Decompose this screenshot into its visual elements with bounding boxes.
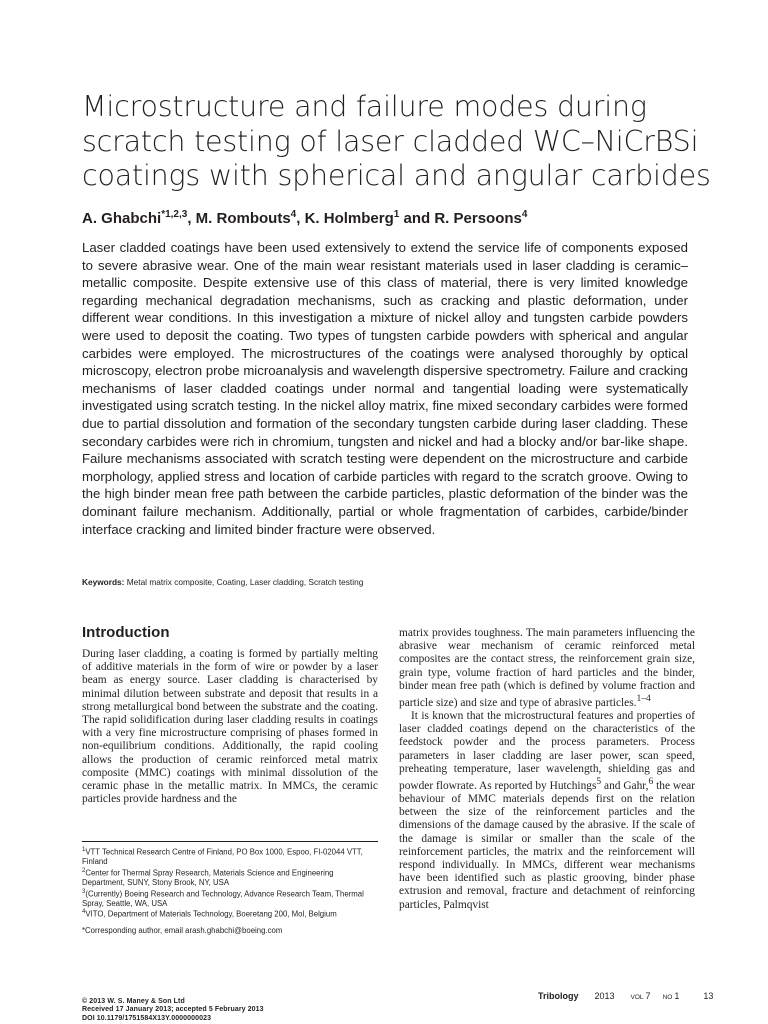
footer-publication-info bbox=[82, 998, 264, 1023]
author-affiliation-marker: 4 bbox=[521, 209, 528, 220]
volume-label: VOL bbox=[630, 994, 644, 1001]
affiliation-number: 3 bbox=[82, 888, 86, 895]
volume-number: 7 bbox=[645, 991, 651, 1001]
affiliation-number: 1 bbox=[82, 847, 86, 853]
footer-doi: DOI 10.1179/1751584X13Y.0000000023 bbox=[82, 1014, 212, 1022]
footnote-divider bbox=[82, 841, 378, 842]
author-affiliation-marker: 1 bbox=[393, 209, 400, 220]
citation-ref: 6 bbox=[648, 777, 654, 788]
corresponding-author: *Corresponding author, email arash.ghabchi@boeing.com bbox=[82, 925, 283, 935]
keywords-text: Metal matrix composite, Coating, Laser cladding, Scratch testing bbox=[126, 577, 364, 587]
author-separator: , bbox=[187, 210, 196, 227]
section-heading-introduction: Introduction bbox=[82, 624, 170, 641]
body-paragraph: During laser cladding, a coating is formed by partially melting of additive materials in the form of wire or powder by a laser beam as energy source. Laser cladding is characterised by minimal dilution between substrate and deposit that results in a strong metallurgical bond between the substrate and the coating. The rapid solidification during laser cladding results in coatings with a very fine microstructure comprising of phases formed in non-equilibrium conditions. Additionally, the rapid cooling allows the production of ceramic reinforced metal matrix composite (MMC) coatings with minimal dissolution of the ceramic phase in the metallic matrix. In MMCs, the ceramic particles provide hardness and the bbox=[82, 648, 378, 806]
author-name: A. Ghabchi bbox=[82, 210, 162, 227]
author-affiliation-marker: 4 bbox=[290, 209, 297, 220]
body-paragraph bbox=[399, 710, 695, 912]
affiliation-item bbox=[82, 908, 378, 919]
issue-label: NO bbox=[662, 994, 673, 1001]
footer-journal-info bbox=[538, 986, 734, 1004]
abstract: Laser cladded coatings have been used extensively to extend the service life of components exposed to severe abrasive wear. One of the main wear resistant materials used in laser cladding is ceramic–metallic composite. Despite extensive use of this class of material, there is very limited knowledge regarding mechanical degradation mechanisms, such as cracking and plastic deformation, under different wear conditions. In this investigation a mixture of nickel alloy and tungsten carbide powders were used to deposit the coating. Two types of tungsten carbide powders with spherical and angular carbides were employed. The microstructures of the coatings were analysed thoroughly by optical microscopy, electron probe microanalysis and wavelength dispersive spectrometry. Failure and cracking mechanisms of laser cladded coatings under normal and tangential loading were systematically investigated using scratch testing. In the nickel alloy matrix, fine mixed secondary carbides were formed due to partial dissolution and formation of the secondary tungsten carbide during laser cladding. These secondary carbides were rich in chromium, tungsten and nickel and had a blocky and/or bar-like shape. Failure mechanisms associated with scratch testing were dependent on the microstructure and carbide morphology, applied stress and location of carbide particles with regard to the scratch groove. Owing to the high binder mean free path between the carbide particles, plastic deformation of the binder was the dominant failure mechanism. Additionally, partial or whole fragmentation of carbides, carbide/binder interface cracking and limited binder fracture were observed. bbox=[82, 240, 688, 537]
affiliation-item bbox=[82, 846, 378, 867]
body-paragraph bbox=[399, 627, 695, 710]
journal-name: Tribology bbox=[538, 991, 579, 1001]
footer-received: Received 17 January 2013; accepted 5 February 2013 bbox=[82, 1006, 264, 1014]
author-separator: and bbox=[399, 210, 435, 227]
affiliation-number: 4 bbox=[82, 909, 86, 916]
author-name: K. Holmberg bbox=[304, 210, 394, 227]
keywords-label: Keywords: bbox=[82, 577, 125, 587]
keywords bbox=[82, 577, 688, 588]
affiliation-text: VTT Technical Research Centre of Finland, PO Box 1000, Espoo, FI-02044 VTT, Finland bbox=[82, 847, 363, 867]
body-column-left bbox=[82, 648, 378, 806]
author-list bbox=[82, 205, 722, 229]
paragraph-text: the wear behaviour of MMC materials depends first on the relation between the size of the reinforcement particles and the dimensions of the damage caused by the abrasive. If the scale of the damage is similar or smaller than the scale of the reinforcement particles, the matrix and the reinforcement will respond individually. In MMCs, different wear mechanisms have been identified such as plastic grooving, binder phase extrusion and removal, fracture and detachment of reinforcing particles, Palmqvist bbox=[399, 779, 696, 911]
body-column-right bbox=[399, 627, 695, 912]
author-name: M. Rombouts bbox=[195, 210, 291, 227]
page-number: 13 bbox=[703, 991, 714, 1001]
affiliation-item bbox=[82, 867, 378, 888]
paragraph-text: and Gahr, bbox=[601, 779, 649, 792]
issue-number: 1 bbox=[674, 991, 680, 1001]
author-name: R. Persoons bbox=[434, 210, 522, 227]
journal-year: 2013 bbox=[594, 991, 615, 1001]
citation-ref: 1–4 bbox=[636, 694, 651, 705]
affiliation-text: Center for Thermal Spray Research, Materials Science and Engineering Department, SUNY, Stony Brook, NY, USA bbox=[82, 868, 334, 887]
paragraph-text: It is known that the microstructural features and properties of laser cladded coatings depend on the characteristics of the feedstock powder and the process parameters. Process parameters in laser cladding are laser power, scan speed, preheating temperature, laser wavelength, shielding gas and powder flowrate. As reported by Hutchings bbox=[399, 710, 695, 792]
affiliations-block bbox=[82, 846, 378, 935]
author-affiliation-marker: *1,2,3 bbox=[161, 209, 188, 220]
footer-copyright: © 2013 W. S. Maney & Son Ltd bbox=[82, 998, 185, 1005]
paragraph-text: matrix provides toughness. The main parameters influencing the abrasive wear mechanism of ceramic reinforced metal composites are the contact stress, the reinforcement grain size, grain type, volume fraction of hard particles and the binder, binder mean free path (which is defined by volume fraction and particle size) and size and type of abrasive particles. bbox=[399, 627, 695, 709]
paper-title: Microstructure and failure modes during scratch testing of laser cladded WC–NiCrBSi coatings with spherical and angular carbides bbox=[82, 90, 711, 192]
affiliation-number: 2 bbox=[82, 867, 86, 874]
citation-ref: 5 bbox=[596, 777, 602, 788]
affiliation-text: (Currently) Boeing Research and Technology, Advance Research Team, Thermal Spray, Seattle, WA, USA bbox=[82, 889, 364, 908]
affiliation-item bbox=[82, 888, 378, 909]
affiliation-text: VITO, Department of Materials Technology, Boeretang 200, Mol, Belgium bbox=[85, 909, 337, 919]
author-separator: , bbox=[296, 210, 305, 227]
